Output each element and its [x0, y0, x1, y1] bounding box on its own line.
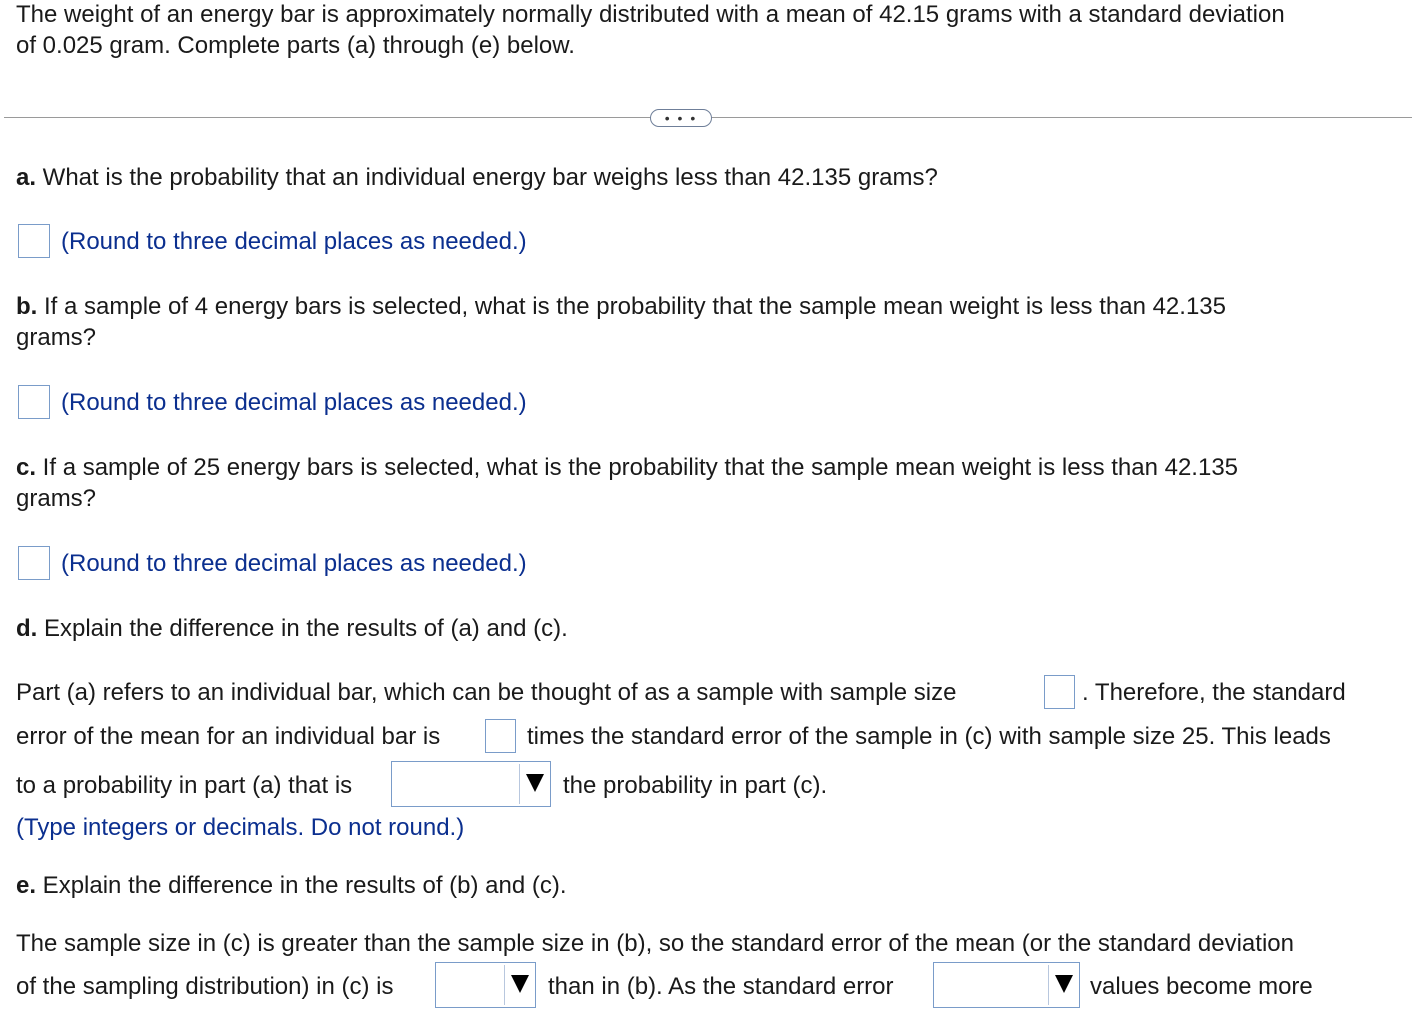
part-a-text: What is the probability that an individual energy bar weighs less than 42.135 grams? — [36, 164, 938, 191]
chevron-down-icon[interactable] — [1055, 975, 1073, 993]
intro-line-2: of 0.025 gram. Complete parts (a) through (e) below. — [16, 32, 575, 59]
part-c-letter: c. — [16, 454, 37, 481]
part-b-question-line-1 — [16, 292, 1226, 322]
part-e-standard-error-dropdown[interactable] — [435, 962, 536, 1008]
part-d-question — [16, 614, 568, 644]
part-d-seg-6: the probability in part (c). — [563, 772, 828, 799]
chevron-down-icon[interactable] — [526, 774, 544, 792]
part-d-text: Explain the difference in the results of (a) and (c). — [37, 615, 568, 642]
part-a-answer-input[interactable] — [18, 224, 50, 258]
part-d-seg-4: times the standard error of the sample in (c) with sample size 25. This leads — [527, 723, 1331, 750]
part-c-text: If a sample of 25 energy bars is selected, what is the probability that the sample mean weight is less than 42.135 — [36, 454, 1239, 481]
part-d-seg-5: to a probability in part (a) that is — [16, 772, 353, 799]
dropdown-separator — [1048, 965, 1049, 1005]
part-a-question — [16, 163, 938, 193]
part-d-seg-3: error of the mean for an individual bar is — [16, 723, 441, 750]
part-d-seg-1: Part (a) refers to an individual bar, which can be thought of as a sample with sample size — [16, 679, 957, 706]
part-d-comparison-dropdown[interactable] — [391, 761, 551, 807]
part-e-question — [16, 871, 567, 901]
more-options-button[interactable] — [650, 109, 712, 127]
part-e-values-dropdown[interactable] — [933, 962, 1080, 1008]
part-b-hint: (Round to three decimal places as needed.) — [61, 389, 527, 416]
part-e-seg-1: The sample size in (c) is greater than the sample size in (b), so the standard error of the mean (or the standard deviation — [16, 930, 1294, 957]
dropdown-separator — [504, 965, 505, 1005]
part-c-question-line-1 — [16, 453, 1238, 483]
part-c-question-line-2: grams? — [16, 485, 97, 512]
chevron-down-icon[interactable] — [511, 975, 529, 993]
part-e-text: Explain the difference in the results of (b) and (c). — [36, 872, 567, 899]
part-d-times-input[interactable] — [485, 719, 516, 753]
part-a-letter: a. — [16, 164, 37, 191]
part-d-letter: d. — [16, 615, 38, 642]
intro-line-1: The weight of an energy bar is approximately normally distributed with a mean of 42.15 grams with a standard deviation — [16, 1, 1285, 28]
part-b-letter: b. — [16, 293, 38, 320]
part-b-text: If a sample of 4 energy bars is selected, what is the probability that the sample mean weight is less than 42.135 — [37, 293, 1226, 320]
part-b-answer-input[interactable] — [18, 385, 50, 419]
part-c-answer-input[interactable] — [18, 546, 50, 580]
part-b-question-line-2: grams? — [16, 324, 97, 351]
part-d-sample-size-input[interactable] — [1044, 675, 1075, 709]
dropdown-separator — [519, 764, 520, 804]
part-a-hint: (Round to three decimal places as needed.) — [61, 228, 527, 255]
part-c-hint: (Round to three decimal places as needed.) — [61, 550, 527, 577]
part-d-hint: (Type integers or decimals. Do not round.) — [16, 814, 465, 841]
ellipsis-icon: • • • — [664, 110, 698, 126]
part-e-seg-3: than in (b). As the standard error — [548, 973, 894, 1000]
part-e-seg-4: values become more — [1090, 973, 1313, 1000]
part-e-letter: e. — [16, 872, 37, 899]
part-e-seg-2: of the sampling distribution) in (c) is — [16, 973, 394, 1000]
part-d-seg-2: . Therefore, the standard — [1082, 679, 1346, 706]
